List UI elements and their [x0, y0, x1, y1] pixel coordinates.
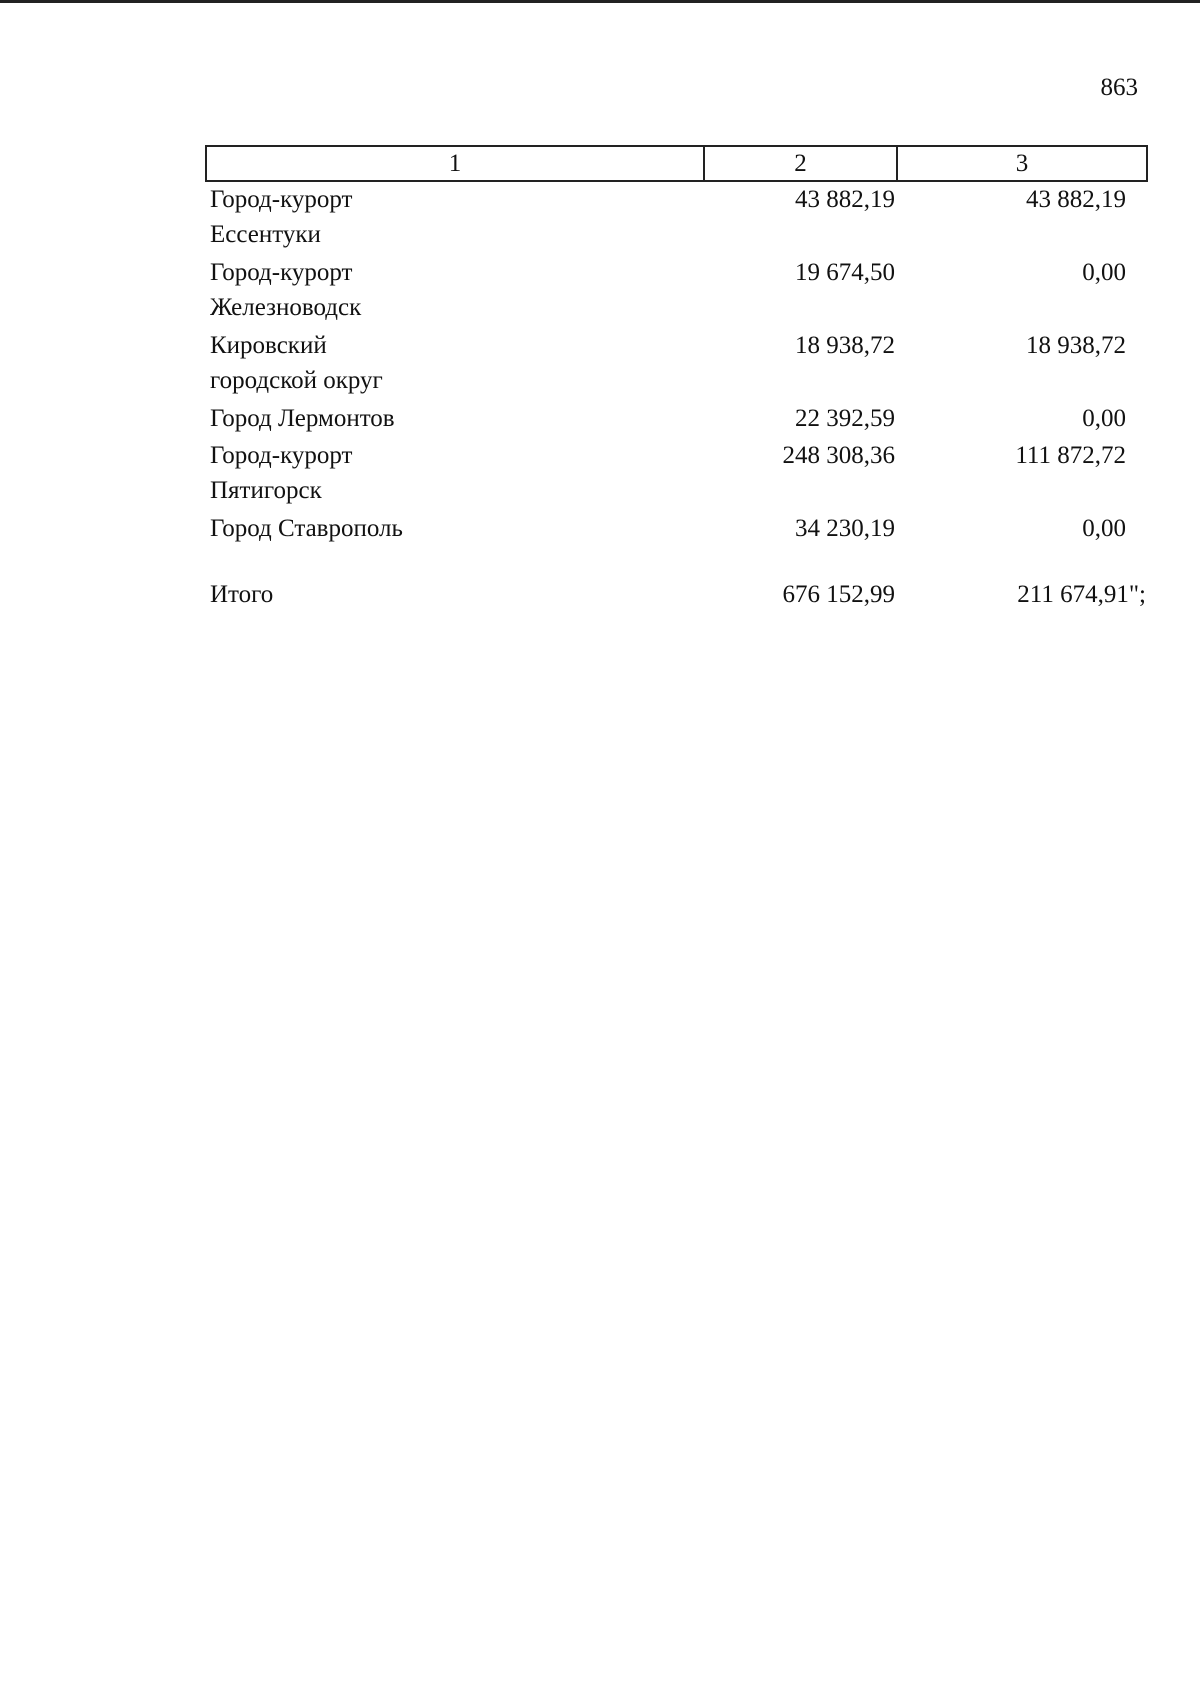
row-name — [210, 328, 630, 398]
row-name — [210, 438, 630, 508]
row-name-line: городской округ — [210, 367, 383, 394]
header-col-1: 1 — [206, 146, 704, 181]
row-col2-value: 19 674,50 — [795, 259, 895, 286]
row-name — [210, 255, 630, 325]
table-row — [205, 511, 1146, 577]
row-name-line: Кировский — [210, 332, 327, 359]
row-name — [210, 511, 630, 546]
table-body — [205, 182, 1146, 614]
row-col2-value: 18 938,72 — [795, 332, 895, 359]
row-col2-value: 22 392,59 — [795, 405, 895, 432]
row-name — [210, 182, 630, 252]
row-name — [210, 401, 630, 436]
row-col2-value: 248 308,36 — [782, 442, 895, 469]
row-name-line: Город-курорт — [210, 259, 353, 286]
row-name-line: Город Лермонтов — [210, 405, 395, 432]
row-col3-value: 0,00 — [1082, 515, 1126, 542]
page-number: 863 — [1100, 74, 1138, 101]
table-row — [205, 182, 1146, 255]
row-name-line: Железноводск — [210, 294, 362, 321]
row-col3-value: 0,00 — [1082, 405, 1126, 432]
row-col3-value: 18 938,72 — [1026, 332, 1126, 359]
table-row — [205, 255, 1146, 328]
row-name-line: Ессентуки — [210, 221, 321, 248]
table-header — [205, 145, 1148, 182]
row-col2-value: 34 230,19 — [795, 515, 895, 542]
row-name-line: Город Ставрополь — [210, 515, 403, 542]
total-row — [205, 577, 1146, 614]
row-name-line: Пятигорск — [210, 477, 322, 504]
top-border-line — [0, 0, 1200, 3]
table-row — [205, 401, 1146, 438]
header-col-2: 2 — [704, 146, 897, 181]
header-col-3: 3 — [897, 146, 1147, 181]
row-col2-value: 43 882,19 — [795, 186, 895, 213]
total-col3-value: 211 674,91"; — [1017, 581, 1146, 608]
row-col3-value: 111 872,72 — [1015, 442, 1126, 469]
total-label: Итого — [210, 581, 274, 608]
row-col3-value: 43 882,19 — [1026, 186, 1126, 213]
table-row — [205, 328, 1146, 401]
row-col3-value: 0,00 — [1082, 259, 1126, 286]
row-name-line: Город-курорт — [210, 442, 353, 469]
row-name-line: Город-курорт — [210, 186, 353, 213]
total-col2-value: 676 152,99 — [782, 581, 895, 608]
table-row — [205, 438, 1146, 511]
budget-table — [205, 145, 1146, 614]
